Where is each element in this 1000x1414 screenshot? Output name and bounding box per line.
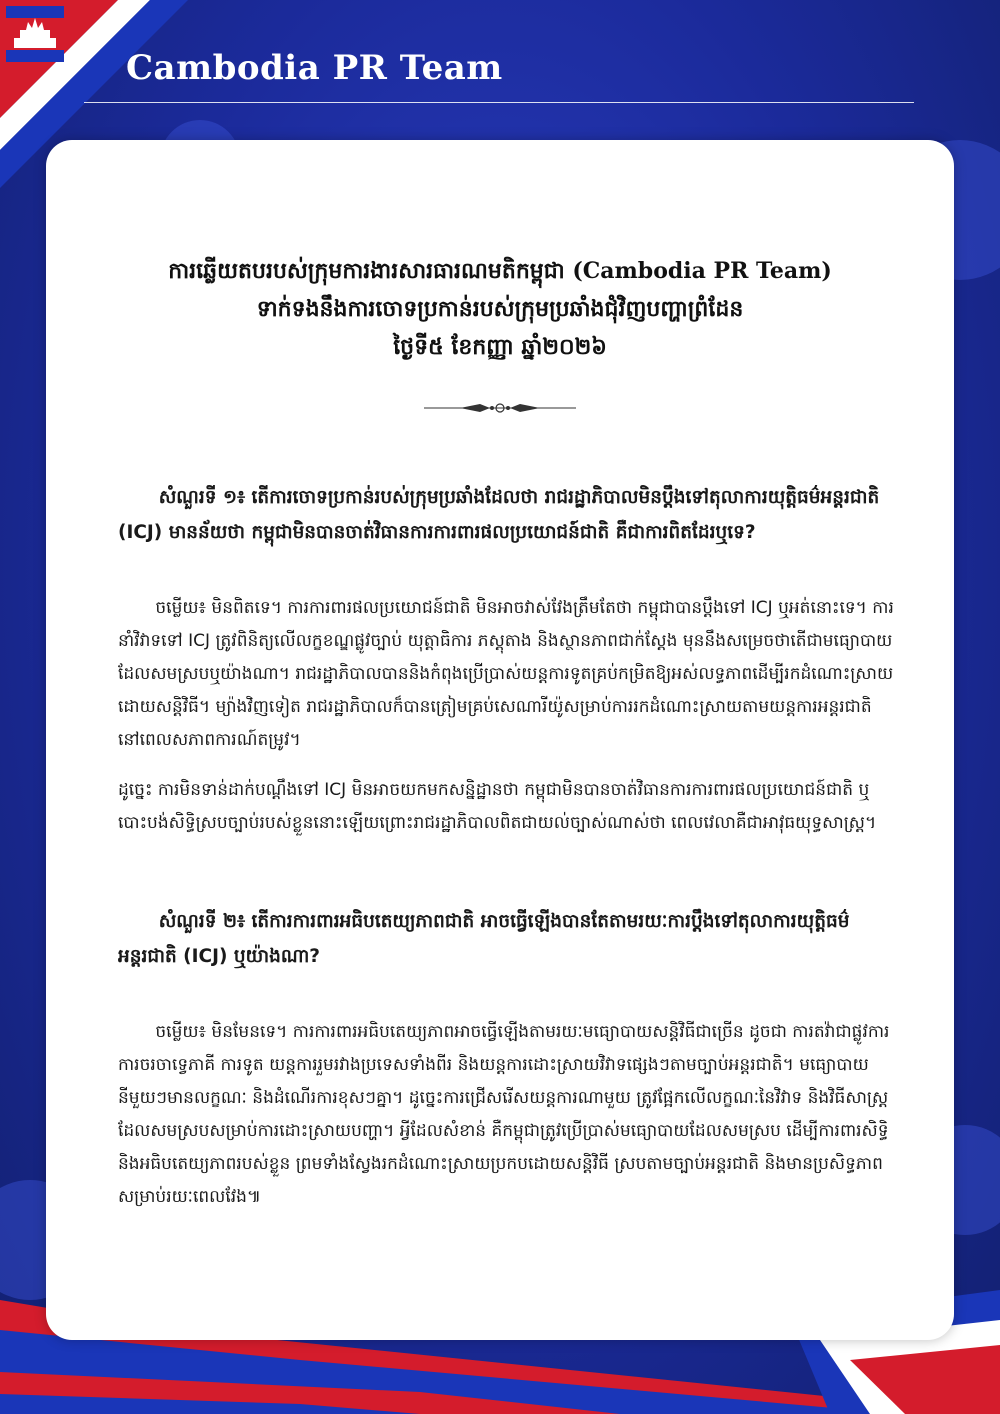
statement-heading bbox=[46, 252, 954, 366]
answer-2-paragraph-1: ចម្លើយ៖ មិនមែនទេ។ ការការពារអធិបតេយ្យភាពអាចធ្វើឡើងតាមរយៈមធ្យោបាយសន្តិវិធីជាច្រើន ដូចជា ការតវ៉ាជាផ្លូវការ ការចរចាទ្វេភាគី ការទូត យន្តការរួមរវាងប្រទេសទាំងពីរ និងយន្តការដោះស្រាយវិវាទផ្សេងៗតាមច្បាប់អន្តរជាតិ។ មធ្យោបាយនីមួយៗមានលក្ខណៈ និងដំណើរការខុសៗគ្នា។ ដូច្នេះការជ្រើសរើសយន្តការណាមួយ ត្រូវផ្អែកលើលក្ខណៈនៃវិវាទ និងវិធីសាស្ត្រដែលសមស្របសម្រាប់ការដោះស្រាយបញ្ហា។ អ្វីដែលសំខាន់ គឺកម្ពុជាត្រូវប្រើប្រាស់មធ្យោបាយដែលសមស្រប ដើម្បីការពារសិទ្ធិ និងអធិបតេយ្យភាពរបស់ខ្លួន ព្រមទាំងស្វែងរកដំណោះស្រាយប្រកបដោយសន្តិវិធី ស្របតាមច្បាប់អន្តរជាតិ និងមានប្រសិទ្ធភាពសម្រាប់រយៈពេលវែង៕ bbox=[118, 1022, 890, 1207]
statement-line-1: ការឆ្លើយតបរបស់ក្រុមការងារសារធារណមតិកម្ពុជា (Cambodia PR Team) bbox=[168, 258, 832, 284]
question-1-block bbox=[118, 480, 908, 550]
question-2-block bbox=[118, 904, 908, 974]
header-title: Cambodia PR Team bbox=[126, 48, 503, 88]
answer-1-paragraph-2: ដូច្នេះ ការមិនទាន់ដាក់បណ្តឹងទៅ ICJ មិនអាចយកមកសន្និដ្ឋានថា កម្ពុជាមិនបានចាត់វិធានការការពារផលប្រយោជន៍ជាតិ ឬបោះបង់សិទ្ធិស្របច្បាប់របស់ខ្លួននោះឡើយព្រោះរាជរដ្ឋាភិបាលពិតជាយល់ច្បាស់ណាស់ថា ពេលវេលាគឺជាអាវុធយុទ្ធសាស្ត្រ។ bbox=[118, 780, 877, 833]
answer-1-block bbox=[118, 592, 908, 757]
statement-date: ថ្ងៃទី៥ ខែកញ្ញា ឆ្នាំ២០២៦ bbox=[393, 334, 607, 360]
ornament-divider-icon bbox=[420, 398, 580, 418]
question-2: សំណួរទី ២៖ តើការការពារអធិបតេយ្យភាពជាតិ អាចធ្វើឡើងបានតែតាមរយៈការប្តឹងទៅតុលាការយុត្តិធម៌អន្តរជាតិ (ICJ) ឬយ៉ាងណា? bbox=[118, 911, 850, 967]
answer-1-conclusion-block bbox=[118, 774, 908, 840]
statement-line-2: ទាក់ទងនឹងការចោទប្រកាន់របស់ក្រុមប្រឆាំងជុំវិញបញ្ហាព្រំដែន bbox=[256, 296, 744, 322]
answer-2-block bbox=[118, 1016, 908, 1214]
flag-emblem-icon bbox=[6, 6, 64, 62]
answer-1-paragraph-1: ចម្លើយ៖ មិនពិតទេ។ ការការពារផលប្រយោជន៍ជាតិ មិនអាចវាស់វែងត្រឹមតែថា កម្ពុជាបានប្តឹងទៅ ICJ ឬអត់នោះទេ។ ការនាំវិវាទទៅ ICJ ត្រូវពិនិត្យលើលក្ខខណ្ឌផ្លូវច្បាប់ យុត្តាធិការ ភស្តុតាង និងស្ថានភាពជាក់ស្តែង មុននឹងសម្រេចថាតើជាមធ្យោបាយដែលសមស្របឬយ៉ាងណា។ រាជរដ្ឋាភិបាលបាននិងកំពុងប្រើប្រាស់យន្តការទូតគ្រប់កម្រិតឱ្យអស់លទ្ធភាពដើម្បីរកដំណោះស្រាយដោយសន្តិវិធី។ ម្យ៉ាងវិញទៀត រាជរដ្ឋាភិបាលក៏បានត្រៀមគ្រប់សេណារីយ៉ូសម្រាប់ការរកដំណោះស្រាយតាមយន្តការអន្តរជាតិនៅពេលសភាពការណ៍តម្រូវ។ bbox=[118, 598, 894, 750]
question-1: សំណួរទី ១៖ តើការចោទប្រកាន់របស់ក្រុមប្រឆាំងដែលថា រាជរដ្ឋាភិបាលមិនប្តឹងទៅតុលាការយុត្តិធម៌អន្តរជាតិ (ICJ) មានន័យថា កម្ពុជាមិនបានចាត់វិធានការការពារផលប្រយោជន៍ជាតិ គឺជាការពិតដែរឬទេ? bbox=[118, 487, 880, 543]
header-divider bbox=[84, 102, 914, 103]
